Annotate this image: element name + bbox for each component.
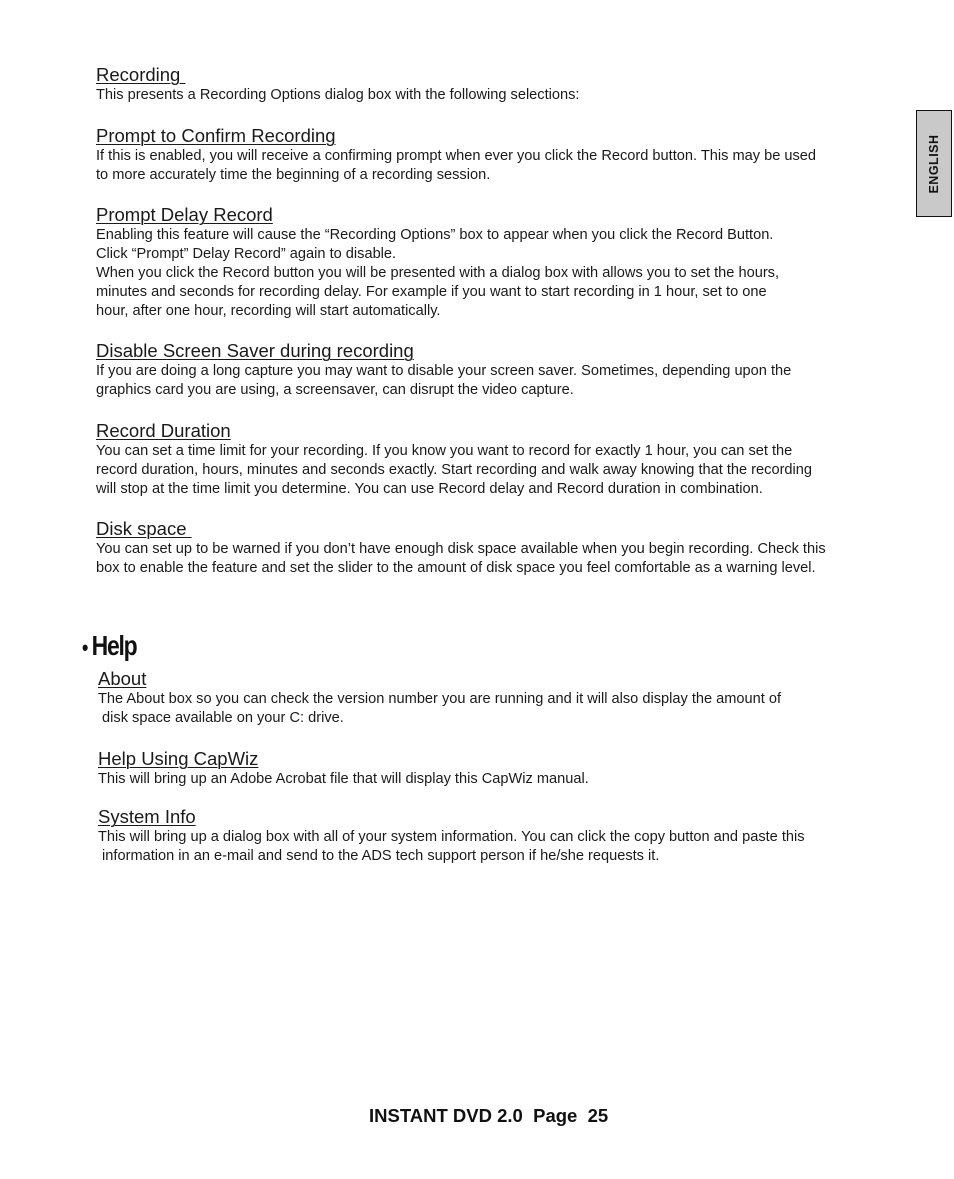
- section-heading: Disable Screen Saver during recording: [96, 340, 414, 362]
- section-body: [96, 86, 886, 105]
- page-footer: INSTANT DVD 2.0 Page 25: [369, 1105, 609, 1126]
- section-body: [98, 828, 878, 866]
- body-line: disk space available on your C: drive.: [98, 709, 344, 726]
- body-line: box to enable the feature and set the slider to the amount of disk space you feel comfortable as a warning level.: [96, 560, 816, 577]
- body-line: will stop at the time limit you determine. You can use Record delay and Record duration in combination.: [96, 480, 763, 497]
- section-body: [96, 442, 886, 498]
- section-body: [98, 770, 878, 789]
- body-line: This will bring up a dialog box with all of your system information. You can click the copy button and paste this: [98, 829, 805, 846]
- bullet: •: [82, 635, 89, 660]
- body-line: If you are doing a long capture you may want to disable your screen saver. Sometimes, depending upon the: [96, 363, 792, 380]
- section-disk-space: [96, 518, 886, 578]
- body-line: record duration, hours, minutes and seconds exactly. Start recording and walk away knowing that the recording: [96, 461, 813, 478]
- recording-options-content: [96, 64, 886, 578]
- help-title: [82, 628, 738, 666]
- section-heading: Record Duration: [96, 419, 231, 441]
- section-body: [96, 362, 886, 400]
- body-line: minutes and seconds for recording delay. For example if you want to start recording in 1 hour, set to one: [96, 283, 767, 300]
- help-title-text: Help: [91, 630, 137, 661]
- side-tab-label: ENGLISH: [927, 133, 941, 194]
- section-help-using-capwiz: [98, 748, 878, 789]
- section-heading: Help Using CapWiz: [98, 747, 259, 769]
- section-about: [98, 668, 878, 728]
- section-heading: System Info: [98, 806, 196, 828]
- section-recording: [96, 64, 886, 105]
- section-system-info: [98, 806, 878, 866]
- section-body: [96, 226, 886, 320]
- help-sections: [98, 668, 878, 866]
- section-body: [98, 690, 878, 728]
- help-section: [82, 628, 882, 865]
- body-line: information in an e-mail and send to the ADS tech support person if he/she requests it.: [98, 848, 660, 865]
- body-line: When you click the Record button you will be presented with a dialog box with allows you to set the hours,: [96, 264, 780, 281]
- body-line: Click “Prompt” Delay Record” again to disable.: [96, 246, 397, 263]
- section-body: [96, 147, 886, 185]
- body-line: Enabling this feature will cause the “Recording Options” box to appear when you click the Record Button.: [96, 227, 774, 244]
- section-body: [96, 540, 886, 578]
- body-line: This presents a Recording Options dialog box with the following selections:: [96, 87, 580, 103]
- section-record-duration: [96, 420, 886, 498]
- section-heading: Prompt to Confirm Recording: [96, 124, 336, 146]
- body-line: hour, after one hour, recording will start automatically.: [96, 302, 441, 319]
- body-line: to more accurately time the beginning of a recording session.: [96, 166, 491, 183]
- body-line: You can set a time limit for your recording. If you know you want to record for exactly 1 hour, you can set the: [96, 442, 793, 459]
- body-line: The About box so you can check the version number you are running and it will also display the amount of: [98, 691, 782, 707]
- section-heading: Prompt Delay Record: [96, 204, 273, 226]
- body-line: If this is enabled, you will receive a confirming prompt when ever you click the Record button. This may be used: [96, 147, 817, 164]
- body-line: This will bring up an Adobe Acrobat file that will display this CapWiz manual.: [98, 770, 589, 787]
- section-disable-screen-saver: [96, 340, 886, 400]
- body-line: graphics card you are using, a screensaver, can disrupt the video capture.: [96, 382, 574, 399]
- body-line: You can set up to be warned if you don’t have enough disk space available when you begin recording. Check this: [96, 541, 826, 558]
- section-heading: About: [98, 668, 147, 689]
- section-prompt-delay-record: [96, 204, 886, 320]
- section-heading: Disk space: [96, 518, 192, 540]
- section-prompt-to-confirm-recording: [96, 125, 886, 185]
- section-heading: Recording: [96, 64, 186, 85]
- language-side-tab: [916, 110, 952, 217]
